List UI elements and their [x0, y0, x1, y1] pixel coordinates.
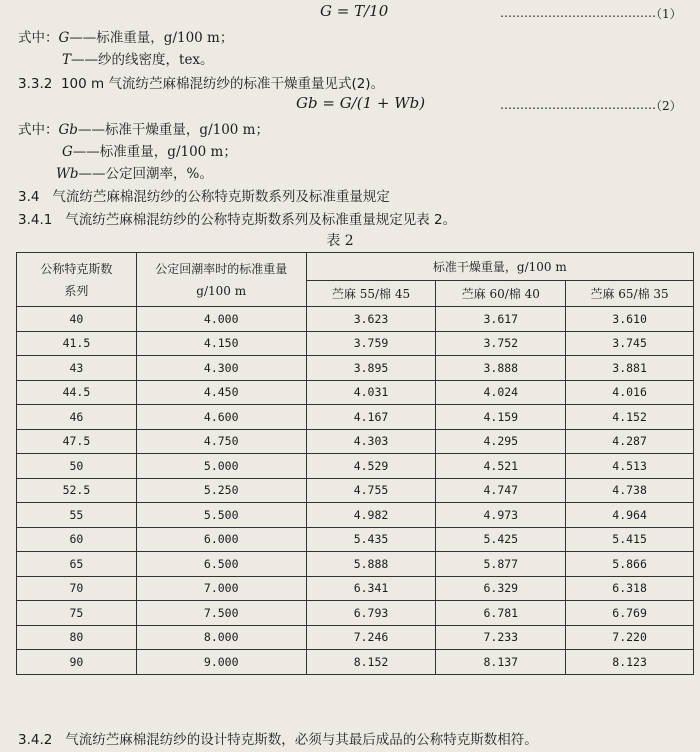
cell-ramie-65: 6.318: [566, 576, 694, 601]
table-row: [17, 405, 694, 430]
cell-standard-weight: 4.000: [136, 307, 306, 332]
cell-ramie-65: 4.016: [566, 380, 694, 405]
definition-2-3: [56, 162, 213, 182]
cell-standard-weight: 4.300: [136, 356, 306, 381]
cell-tex: 50: [17, 454, 137, 479]
cell-tex: 70: [17, 576, 137, 601]
cell-ramie-65: 4.152: [566, 405, 694, 430]
cell-standard-weight: 5.500: [136, 503, 306, 528]
cell-ramie-55: 3.623: [306, 307, 436, 332]
cell-standard-weight: 6.000: [136, 527, 306, 552]
cell-standard-weight: 5.000: [136, 454, 306, 479]
cell-ramie-65: 4.513: [566, 454, 694, 479]
cell-ramie-60: 5.877: [436, 552, 566, 577]
table-row: [17, 478, 694, 503]
cell-ramie-65: 3.881: [566, 356, 694, 381]
cell-ramie-60: 8.137: [436, 650, 566, 675]
cell-standard-weight: 9.000: [136, 650, 306, 675]
table-row: [17, 356, 694, 381]
cell-standard-weight: 4.150: [136, 331, 306, 356]
definition-text: ——公定回潮率，%。: [78, 166, 213, 182]
cell-ramie-60: 6.781: [436, 601, 566, 626]
symbol-G: G: [62, 144, 73, 160]
cell-tex: 43: [17, 356, 137, 381]
table-caption: 表 2: [326, 233, 354, 249]
section-text: 气流纺苎麻棉混纺纱的设计特克斯数，必须与其最后成品的公称特克斯数相符。: [65, 732, 538, 748]
table-row: [17, 503, 694, 528]
section-3-4: [18, 185, 390, 205]
table-row: [17, 625, 694, 650]
section-number: 3.4.1: [18, 212, 53, 228]
standard-weight-table: [16, 252, 694, 675]
cell-ramie-55: 6.793: [306, 601, 436, 626]
definition-prefix: 式中：: [18, 30, 59, 46]
cell-ramie-55: 4.167: [306, 405, 436, 430]
cell-ramie-65: 3.745: [566, 331, 694, 356]
cell-ramie-55: 7.246: [306, 625, 436, 650]
cell-ramie-65: 5.866: [566, 552, 694, 577]
cell-ramie-55: 5.435: [306, 527, 436, 552]
definition-text: ——纱的线密度，tex。: [71, 52, 214, 68]
cell-ramie-60: 4.159: [436, 405, 566, 430]
cell-ramie-55: 4.755: [306, 478, 436, 503]
section-number: 3.3.2: [18, 76, 53, 92]
equation-1: G = T/10: [320, 2, 389, 20]
cell-standard-weight: 6.500: [136, 552, 306, 577]
cell-standard-weight: 5.250: [136, 478, 306, 503]
header-standard-weight: 公定回潮率时的标准重量g/100 m: [136, 253, 306, 307]
cell-standard-weight: 7.000: [136, 576, 306, 601]
table-row: [17, 552, 694, 577]
cell-ramie-65: 4.964: [566, 503, 694, 528]
cell-ramie-60: 6.329: [436, 576, 566, 601]
cell-ramie-55: 4.031: [306, 380, 436, 405]
header-ramie-55: 苎麻 55/棉 45: [306, 281, 436, 307]
cell-ramie-65: 4.287: [566, 429, 694, 454]
table-row: [17, 576, 694, 601]
table-row: [17, 601, 694, 626]
table-row: [17, 307, 694, 332]
cell-standard-weight: 4.750: [136, 429, 306, 454]
definition-1-1: [18, 26, 233, 46]
cell-tex: 55: [17, 503, 137, 528]
definition-1-2: [62, 48, 214, 68]
cell-ramie-65: 6.769: [566, 601, 694, 626]
symbol-T: T: [62, 52, 72, 68]
cell-standard-weight: 8.000: [136, 625, 306, 650]
cell-ramie-55: 3.759: [306, 331, 436, 356]
equation-2-dots: …………………………………: [500, 98, 656, 112]
cell-ramie-60: 4.747: [436, 478, 566, 503]
cell-ramie-65: 5.415: [566, 527, 694, 552]
definition-text: ——标准重量，g/100 m；: [69, 30, 234, 46]
cell-ramie-55: 4.529: [306, 454, 436, 479]
cell-ramie-60: 4.521: [436, 454, 566, 479]
cell-ramie-60: 3.752: [436, 331, 566, 356]
cell-tex: 65: [17, 552, 137, 577]
cell-ramie-55: 6.341: [306, 576, 436, 601]
cell-ramie-55: 4.303: [306, 429, 436, 454]
symbol-G: G: [58, 30, 70, 46]
cell-ramie-55: 5.888: [306, 552, 436, 577]
cell-tex: 44.5: [17, 380, 137, 405]
header-tex-series: 公称特克斯数系列: [17, 253, 137, 307]
header-dry-weight: 标准干燥重量，g/100 m: [306, 253, 693, 281]
cell-ramie-55: 4.982: [306, 503, 436, 528]
cell-ramie-65: 4.738: [566, 478, 694, 503]
cell-tex: 47.5: [17, 429, 137, 454]
cell-ramie-65: 7.220: [566, 625, 694, 650]
section-text: 100 m 气流纺苎麻棉混纺纱的标准干燥重量见式(2)。: [60, 76, 385, 92]
table-row: [17, 429, 694, 454]
section-3-4-2: [18, 728, 538, 748]
section-3-4-1: [18, 208, 456, 228]
cell-ramie-60: 5.425: [436, 527, 566, 552]
cell-tex: 75: [17, 601, 137, 626]
cell-tex: 41.5: [17, 331, 137, 356]
cell-ramie-60: 3.888: [436, 356, 566, 381]
table-row: [17, 650, 694, 675]
cell-tex: 60: [17, 527, 137, 552]
definition-2-1: [18, 118, 269, 138]
definition-text: ——标准重量，g/100 m；: [72, 144, 237, 160]
cell-ramie-60: 4.973: [436, 503, 566, 528]
section-number: 3.4.2: [18, 732, 53, 748]
symbol-Gb: Gb: [58, 122, 78, 138]
cell-tex: 52.5: [17, 478, 137, 503]
section-3-3-2: [18, 72, 384, 92]
table-row: [17, 454, 694, 479]
table-row: [17, 331, 694, 356]
section-text: 气流纺苎麻棉混纺纱的公称特克斯数系列及标准重量规定见表 2。: [65, 212, 457, 228]
cell-ramie-60: 4.024: [436, 380, 566, 405]
cell-standard-weight: 4.450: [136, 380, 306, 405]
equation-1-number: （1）: [650, 7, 682, 21]
cell-ramie-60: 4.295: [436, 429, 566, 454]
cell-standard-weight: 4.600: [136, 405, 306, 430]
symbol-Wb: Wb: [56, 166, 79, 182]
equation-2-number: （2）: [650, 99, 682, 113]
header-ramie-65: 苎麻 65/棉 35: [566, 281, 694, 307]
cell-tex: 80: [17, 625, 137, 650]
section-number: 3.4: [18, 189, 40, 205]
cell-standard-weight: 7.500: [136, 601, 306, 626]
table-row: [17, 380, 694, 405]
table-row: [17, 527, 694, 552]
cell-ramie-55: 8.152: [306, 650, 436, 675]
definition-text: ——标准干燥重量，g/100 m；: [77, 122, 269, 138]
cell-ramie-60: 7.233: [436, 625, 566, 650]
definition-prefix: 式中：: [18, 122, 59, 138]
equation-2: Gb = G/(1 + Wb): [296, 94, 426, 112]
cell-tex: 46: [17, 405, 137, 430]
cell-ramie-65: 3.610: [566, 307, 694, 332]
cell-ramie-55: 3.895: [306, 356, 436, 381]
header-ramie-60: 苎麻 60/棉 40: [436, 281, 566, 307]
cell-ramie-60: 3.617: [436, 307, 566, 332]
definition-2-2: [62, 140, 237, 160]
cell-ramie-65: 8.123: [566, 650, 694, 675]
cell-tex: 90: [17, 650, 137, 675]
cell-tex: 40: [17, 307, 137, 332]
equation-1-dots: …………………………………: [500, 6, 656, 20]
section-text: 气流纺苎麻棉混纺纱的公称特克斯数系列及标准重量规定: [52, 189, 390, 205]
